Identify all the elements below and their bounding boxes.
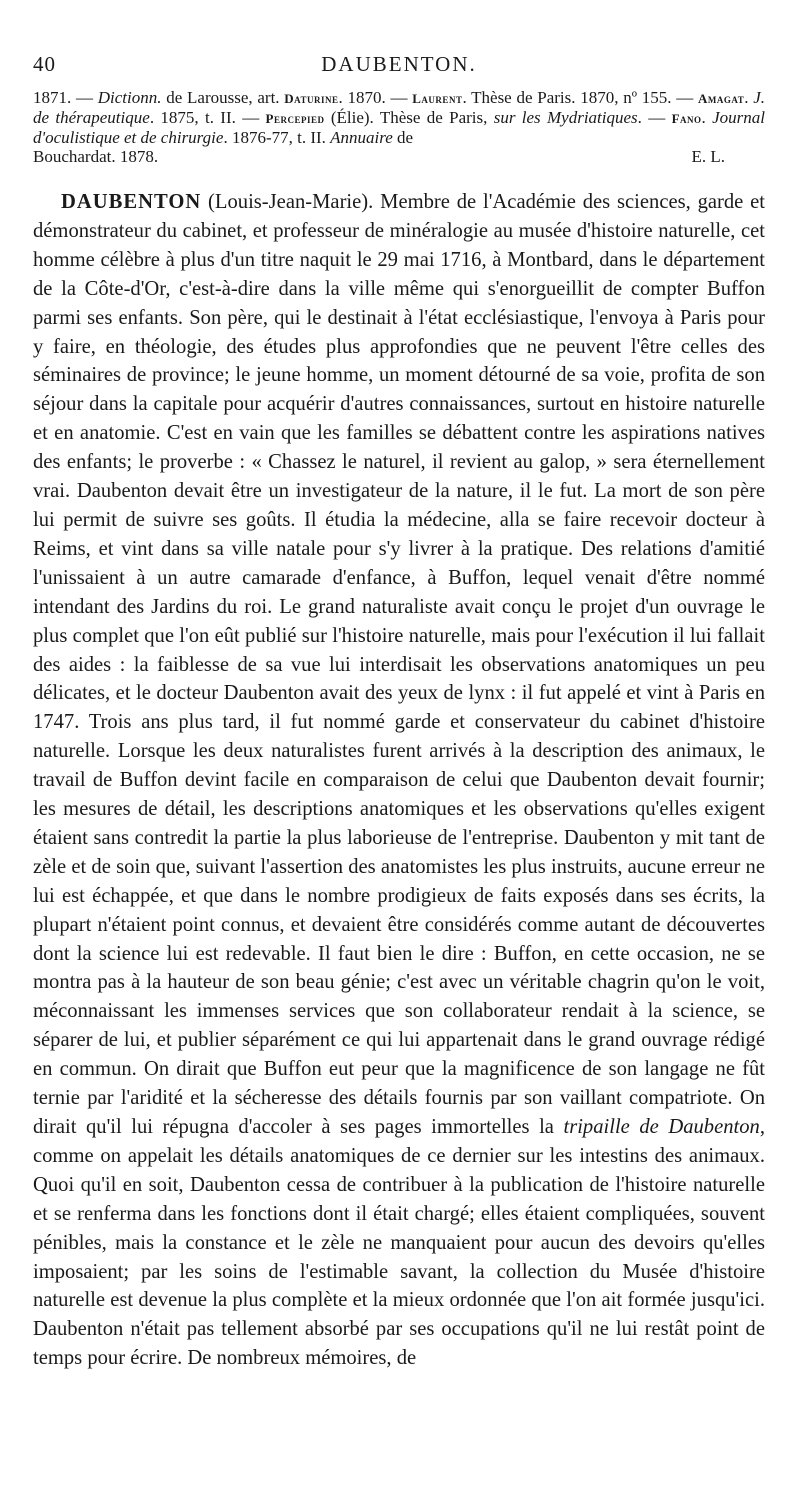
article-text: , comme on appelait les détails anatomiques de ce dernier sur les intestins des animaux. Quoi qu'il en soit, Daubenton cessa de contribuer à la publication de l'histoire naturelle et se renferma dans les fonctions dont il était chargé; elles étaient compliquées, souvent pénibles, mais la constance et le zèle ne manquaient pour aucun des devoirs qu'elles imposaient; par les soins de l'estimable savant, la collection du Musée d'histoire naturelle est devenue la plus complète et la mieux ordonnée que l'on ait formée jusqu'ici. Daubenton n'était pas tellement absorbé par ses occupations qu'il ne lui restât point de temps pour écrire. De nombreux mémoires, de	[33, 1116, 765, 1370]
article-italic-phrase: tripaille de Daubenton	[563, 1116, 760, 1138]
biblio-text: . 1876-77, t. II.	[223, 128, 331, 147]
bibliography-block	[33, 88, 765, 166]
biblio-text: (Élie). Thèse de Paris,	[324, 108, 494, 127]
biblio-text: 1871. —	[33, 88, 98, 107]
biblio-text: . 1875, t. II. —	[149, 108, 266, 127]
document-page	[33, 52, 765, 1373]
biblio-smallcaps: Daturine	[284, 91, 339, 106]
biblio-text: Bouchardat. 1878.	[33, 147, 159, 166]
biblio-text: de Larousse, art.	[161, 88, 285, 107]
biblio-text: . Thèse de Paris. 1870, nº 155. —	[462, 88, 698, 107]
article-given-names: (Louis-Jean-Marie).	[201, 191, 374, 213]
biblio-author: Percepied	[265, 111, 325, 126]
biblio-italic: Dictionn.	[97, 88, 162, 107]
biblio-author: Laurent	[412, 91, 463, 106]
biblio-text: . 1870. —	[338, 88, 413, 107]
biblio-italic: sur les Mydriatiques	[493, 108, 638, 127]
article-text: Membre de l'Académie des sciences, garde et démonstrateur du cabinet, et professeur de minéralogie au musée d'histoire naturelle, cet homme célèbre à plus d'un titre naquit le 29 mai 1716, à Montbard, dans le département de la Côte-d'Or, c'est-à-dire dans la ville même qui s'enorgueillit de compter Buffon parmi ses enfants. Son père, qui le destinait à l'état ecclésiastique, l'envoya à Paris pour y faire, en théologie, des études plus approfondies que ne peuvent l'être celles des séminaires de province; le jeune homme, un moment détourné de sa voie, profita de son séjour dans la capitale pour acquérir d'autres connaissances, surtout en histoire naturelle et en anatomie. C'est en vain que les familles se débattent contre les aspirations natives des enfants; le proverbe : « Chassez le naturel, il revient au galop, » sera éternellement vrai. Daubenton devait être un investigateur de la nature, il le fut. La mort de son père lui permit de suivre ses goûts. Il étudia la médecine, alla se faire recevoir docteur à Reims, et vint dans sa ville natale pour s'y livrer à la pratique. Des relations d'amitié l'unissaient à un autre camarade d'enfance, à Buffon, lequel venait d'être nommé intendant des Jardins du roi. Le grand naturaliste avait conçu le projet d'un ouvrage le plus complet que l'on eût publié sur l'histoire naturelle, mais pour l'exécution il lui fallait des aides : la faiblesse de sa vue lui interdisait les observations anatomiques un peu délicates, et le docteur Daubenton avait des yeux de lynx : il fut appelé et vint à Paris en 1747. Trois ans plus tard, il fut nommé garde et conservateur du cabinet d'histoire naturelle. Lorsque les deux naturalistes furent arrivés à la description des animaux, le travail de Buffon devint facile en comparaison de celui que Daubenton devait fournir; les mesures de détail, les descriptions anatomiques et les observations qu'elles exigent étaient sans contredit la partie la plus laborieuse de l'entreprise. Daubenton y mit tant de zèle et de soin que, suivant l'assertion des anatomistes les plus instruits, aucune erreur ne lui est échappée, et que dans le nombre prodigieux de faits exposés dans ses écrits, la plupart n'étaient point connus, et devaient être considérés comme autant de découvertes dont la science lui est redevable. Il faut bien le dire : Buffon, en cette occasion, ne se montra pas à la hauteur de son beau génie; c'est avec un véritable chagrin qu'on le voit, méconnaissant les immenses services que son collaborateur rendait à la science, se séparer de lui, et publier séparément ce qui lui appartenait dans le grand ouvrage rédigé en commun. On dirait que Buffon eut peur que la magnificence de son langage ne fût ternie par l'aridité et la sécheresse des détails fournis par son vaillant compatriote. On dirait qu'il lui répugna d'accoler à ses pages immortelles la	[33, 191, 766, 1138]
biblio-author: Fano	[671, 111, 702, 126]
biblio-last-line	[33, 147, 765, 166]
page-header	[33, 52, 765, 82]
article-headword: DAUBENTON	[61, 191, 202, 213]
biblio-italic: Annuaire	[330, 128, 393, 147]
article-body	[33, 188, 765, 1373]
biblio-author: Amagat	[698, 91, 745, 106]
biblio-text: de	[392, 128, 414, 147]
biblio-signature: E. L.	[691, 147, 725, 166]
running-head: DAUBENTON.	[321, 52, 477, 76]
page-number: 40	[33, 52, 56, 76]
biblio-italic: J. de thérapeutique	[33, 88, 766, 127]
biblio-italic: Journal d'oculistique et de chirurgie	[33, 108, 766, 147]
biblio-text: .	[701, 108, 713, 127]
biblio-text: . —	[637, 108, 672, 127]
biblio-text: .	[744, 88, 754, 107]
